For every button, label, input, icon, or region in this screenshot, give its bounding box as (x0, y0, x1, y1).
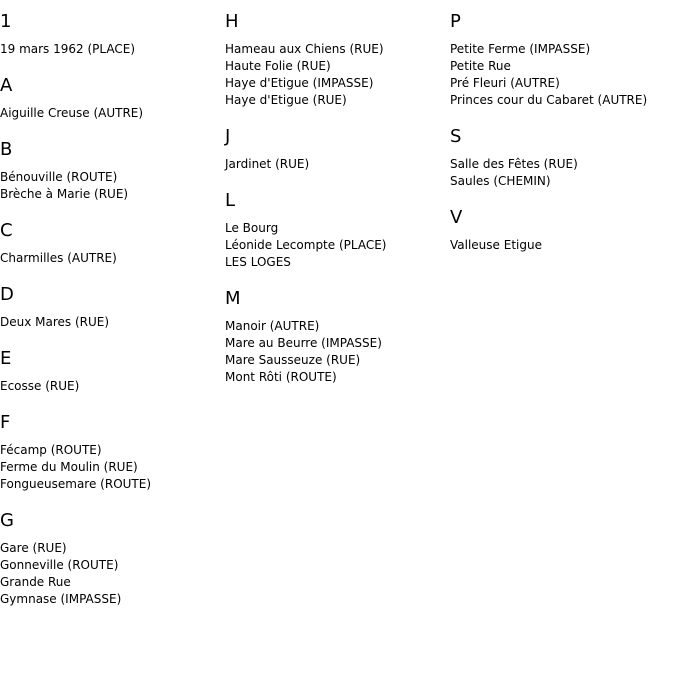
letter-heading: C (0, 220, 13, 241)
street-link[interactable]: Mare Sausseuze (RUE) (225, 353, 361, 367)
letter-heading: L (225, 190, 236, 211)
letter-heading: J (225, 126, 231, 147)
street-list (225, 41, 450, 109)
letter-group (0, 220, 225, 267)
street-link[interactable]: Léonide Lecompte (PLACE) (225, 238, 387, 252)
street-link[interactable]: Ecosse (RUE) (0, 379, 80, 393)
street-link[interactable]: Haye d'Etigue (RUE) (225, 93, 347, 107)
letter-group (225, 11, 450, 109)
street-link[interactable]: Brèche à Marie (RUE) (0, 187, 129, 201)
letter-heading: S (450, 126, 462, 147)
street-link[interactable]: Gare (RUE) (0, 541, 67, 555)
street-link[interactable]: Haute Folie (RUE) (225, 59, 331, 73)
street-link[interactable]: Charmilles (AUTRE) (0, 251, 117, 265)
letter-heading: D (0, 284, 14, 305)
street-link[interactable]: Fécamp (ROUTE) (0, 443, 102, 457)
letter-group (0, 139, 225, 203)
letter-group (225, 288, 450, 386)
letter-group (450, 126, 675, 190)
street-list (450, 41, 675, 109)
street-column-1 (0, 0, 225, 608)
street-link[interactable]: Pré Fleuri (AUTRE) (450, 76, 560, 90)
street-list (225, 156, 450, 173)
letter-heading: F (0, 412, 11, 433)
letter-group (0, 348, 225, 395)
letter-group (0, 284, 225, 331)
letter-heading: B (0, 139, 13, 160)
street-column-2 (225, 0, 450, 386)
street-link[interactable]: Mont Rôti (ROUTE) (225, 370, 337, 384)
street-link[interactable]: Mare au Beurre (IMPASSE) (225, 336, 382, 350)
street-list (0, 169, 225, 203)
street-link[interactable]: Hameau aux Chiens (RUE) (225, 42, 384, 56)
street-list (0, 41, 225, 58)
street-link[interactable]: Grande Rue (0, 575, 71, 589)
street-link[interactable]: Valleuse Etigue (450, 238, 542, 252)
street-list (0, 250, 225, 267)
street-link[interactable]: Petite Ferme (IMPASSE) (450, 42, 591, 56)
street-link[interactable]: Deux Mares (RUE) (0, 315, 110, 329)
street-list (0, 105, 225, 122)
street-link[interactable]: 19 mars 1962 (PLACE) (0, 42, 135, 56)
street-list (450, 237, 675, 254)
street-link[interactable]: Aiguille Creuse (AUTRE) (0, 106, 144, 120)
letter-group (450, 207, 675, 254)
street-list (0, 314, 225, 331)
letter-heading: V (450, 207, 463, 228)
letter-group (0, 412, 225, 493)
street-link[interactable]: Gonneville (ROUTE) (0, 558, 119, 572)
street-list (0, 540, 225, 608)
letter-group (450, 11, 675, 109)
street-list (225, 318, 450, 386)
letter-heading: 1 (0, 11, 12, 32)
letter-group (225, 126, 450, 173)
street-list (0, 442, 225, 493)
street-link[interactable]: Jardinet (RUE) (225, 157, 310, 171)
street-link[interactable]: Gymnase (IMPASSE) (0, 592, 122, 606)
letter-group (0, 75, 225, 122)
street-link[interactable]: Bénouville (ROUTE) (0, 170, 118, 184)
letter-heading: H (225, 11, 239, 32)
street-list (225, 220, 450, 271)
street-link[interactable]: Ferme du Moulin (RUE) (0, 460, 138, 474)
letter-group (225, 190, 450, 271)
letter-heading: M (225, 288, 241, 309)
street-list (450, 156, 675, 190)
street-column-3 (450, 0, 675, 254)
street-link[interactable]: Saules (CHEMIN) (450, 174, 551, 188)
street-link[interactable]: Haye d'Etigue (IMPASSE) (225, 76, 374, 90)
street-link[interactable]: Fongueusemare (ROUTE) (0, 477, 152, 491)
street-link[interactable]: Manoir (AUTRE) (225, 319, 320, 333)
letter-heading: E (0, 348, 12, 369)
street-list (0, 378, 225, 395)
street-link[interactable]: LES LOGES (225, 255, 291, 269)
street-link[interactable]: Princes cour du Cabaret (AUTRE) (450, 93, 648, 107)
letter-group (0, 11, 225, 58)
letter-heading: P (450, 11, 461, 32)
letter-heading: G (0, 510, 14, 531)
street-link[interactable]: Petite Rue (450, 59, 511, 73)
street-link[interactable]: Le Bourg (225, 221, 279, 235)
letter-heading: A (0, 75, 13, 96)
letter-group (0, 510, 225, 608)
street-link[interactable]: Salle des Fêtes (RUE) (450, 157, 578, 171)
